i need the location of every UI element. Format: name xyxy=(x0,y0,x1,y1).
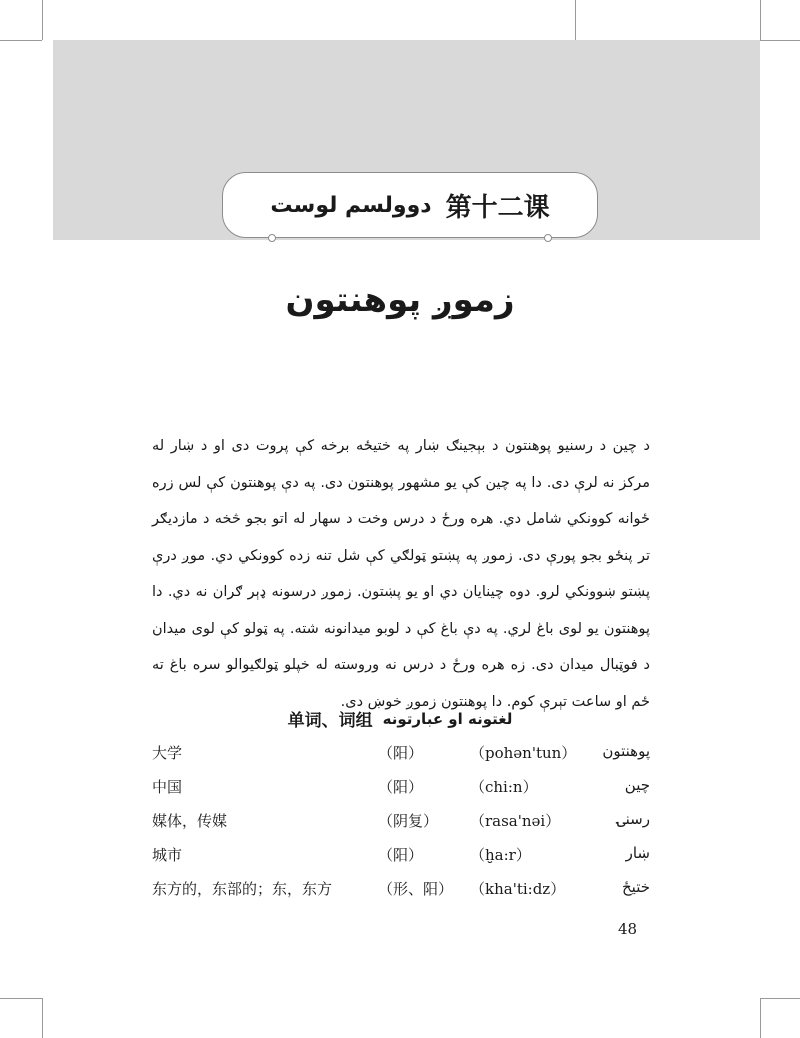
vocab-row xyxy=(0,742,800,772)
vocab-pronunciation: （rasa'nəi） xyxy=(470,812,561,830)
vocab-pashto: ښار xyxy=(625,844,650,862)
vocab-pashto: رسنۍ xyxy=(616,810,650,828)
vocab-row xyxy=(0,878,800,908)
reading-paragraph: د چين د رسنيو پوهنتون د بېجينګ ښار په ختيځه برخه کې پروت دی او د ښار له مرکز نه لرې دی. دا په چين کې يو مشهور پوهنتون دی. په دې پوهنتون کې لس زره ځوانه کوونکي شامل دي. هره ورځ د درس وخت د سهار له اتو بجو څخه د مازديګر تر پنځو بجو پورې دی. زموږ په پښتو ټولګي کې شل تنه زده کوونکي دي. موږ درې پښتو ښوونکي لرو. دوه چينايان دي او يو پښتون. زموږ درسونه ډېر ګران نه دي. دا پوهنتون يو لوی باغ لري. په دې باغ کې د لوبو ميدانونه شته. په ټولو کې لوی ميدان د فوټبال ميدان دی. زه هره ورځ د درس نه وروسته له خپلو ټولګيوالو سره باغ ته ځم او ساعت تېرې کوم. دا پوهنتون زموږ خوښ دی. xyxy=(152,438,650,710)
page-title: زموږ پوهنتون xyxy=(285,280,515,320)
vocab-pashto: پوهنتون xyxy=(602,742,650,760)
crop-mark xyxy=(0,998,42,999)
vocab-chinese: 媒体，传媒 xyxy=(152,812,228,830)
vocab-pos: （阳） xyxy=(378,778,424,796)
vocab-pos: （阴复） xyxy=(378,812,439,830)
title-box-left-dot xyxy=(268,234,276,242)
crop-mark xyxy=(42,998,43,1038)
vocab-chinese: 城市 xyxy=(152,846,183,864)
crop-mark xyxy=(760,40,800,41)
vocab-pronunciation: （pohən'tun） xyxy=(470,744,577,762)
vocab-chinese: 大学 xyxy=(152,744,183,762)
vocab-pronunciation: （ḫa:r） xyxy=(470,846,531,864)
vocab-heading xyxy=(0,706,800,731)
crop-mark xyxy=(760,998,800,999)
crop-mark xyxy=(0,40,42,41)
vocab-pashto: ختيځ xyxy=(621,878,650,896)
page-number: 48 xyxy=(618,920,638,938)
title-box-right-dot xyxy=(544,234,552,242)
vocab-row xyxy=(0,810,800,840)
vocab-pos: （阳） xyxy=(378,846,424,864)
vocab-pronunciation: （chi:n） xyxy=(470,778,538,796)
vocab-heading-pashto: لغتونه او عبارتونه xyxy=(382,709,513,728)
vocab-row xyxy=(0,776,800,806)
vocab-chinese: 中国 xyxy=(152,778,183,796)
lesson-title-box xyxy=(222,172,598,238)
lesson-number-pashto: دوولسم لوست xyxy=(270,192,432,218)
registration-mark xyxy=(575,0,576,40)
vocab-pashto: چين xyxy=(624,776,650,794)
vocab-pos: （阳） xyxy=(378,744,424,762)
crop-mark xyxy=(760,0,761,40)
crop-mark xyxy=(42,0,43,40)
vocab-pos: （形、阳） xyxy=(378,880,454,898)
vocab-pronunciation: （kha'ti:dz） xyxy=(470,880,566,898)
vocab-heading-chinese: 单词、词组 xyxy=(287,711,373,731)
vocab-row xyxy=(0,844,800,874)
vocab-chinese: 东方的，东部的；东，东方 xyxy=(152,880,333,898)
crop-mark xyxy=(760,998,761,1038)
lesson-number-chinese: 第十二课 xyxy=(445,192,550,223)
